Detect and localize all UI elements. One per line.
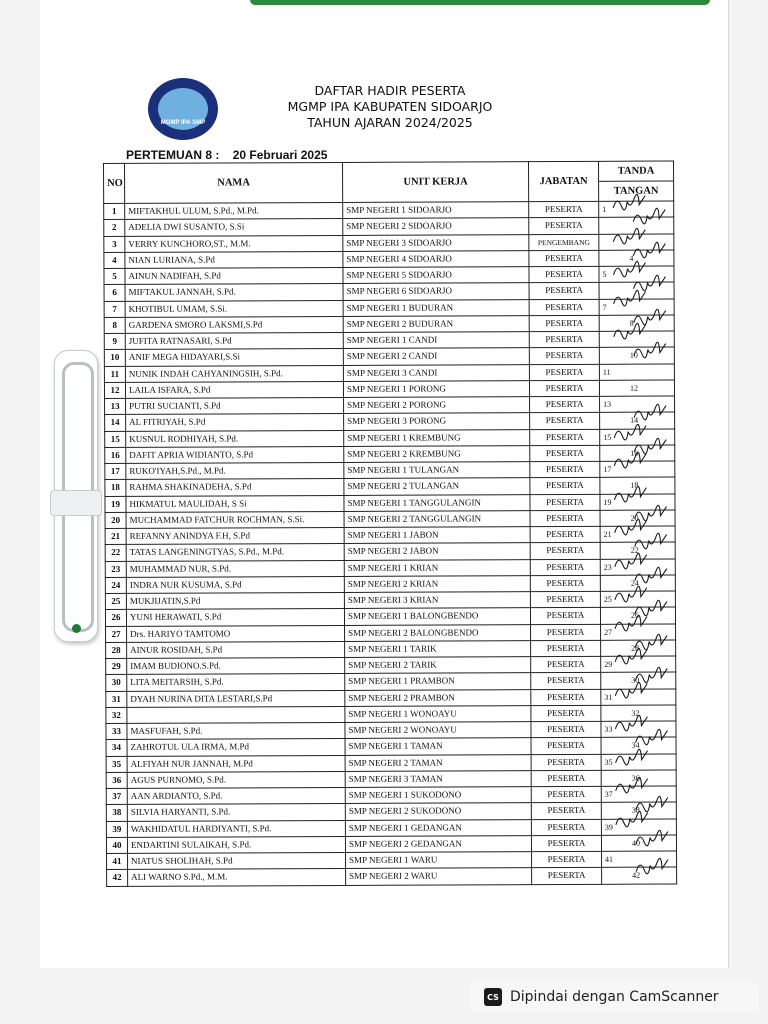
row-nama: MIFTAKHUL ULUM, S.Pd., M.Pd. <box>125 202 343 219</box>
row-no: 10 <box>104 350 125 366</box>
row-nama: IMAM BUDIONO.S.Pd. <box>127 657 345 674</box>
row-nama: ZAHROTUL ULA IRMA, M.Pd <box>127 739 345 756</box>
row-jabatan: PESERTA <box>530 543 600 560</box>
row-unit-kerja: SMP NEGERI 2 TULANGAN <box>344 478 530 495</box>
row-nama: KUSNUL RODHIYAH, S.Pd. <box>126 430 344 447</box>
row-nama: AINUR ROSIDAH, S.Pd <box>127 641 345 658</box>
row-unit-kerja: SMP NEGERI 1 SUKODONO <box>345 787 531 804</box>
row-no: 26 <box>105 610 126 626</box>
row-signature <box>601 689 676 706</box>
row-no: 5 <box>104 268 125 284</box>
row-unit-kerja: SMP NEGERI 1 KREMBUNG <box>344 429 530 446</box>
signature-number: 39 <box>604 822 613 832</box>
row-no: 37 <box>106 788 127 804</box>
row-jabatan: PESERTA <box>531 689 601 706</box>
row-jabatan: PESERTA <box>530 478 600 495</box>
row-nama: Drs. HARIYO TAMTOMO <box>127 625 345 642</box>
row-jabatan: PESERTA <box>531 754 601 771</box>
green-folder-edge <box>250 0 710 5</box>
row-no: 39 <box>106 821 127 837</box>
row-no: 41 <box>107 853 128 869</box>
row-unit-kerja: SMP NEGERI 2 BUDURAN <box>343 315 529 332</box>
row-unit-kerja: SMP NEGERI 1 WARU <box>346 852 532 869</box>
row-jabatan: PESERTA <box>532 851 602 868</box>
academic-year: TAHUN AJARAN 2024/2025 <box>307 115 473 130</box>
meeting-info <box>126 148 327 162</box>
row-unit-kerja: SMP NEGERI 2 KRIAN <box>344 575 530 592</box>
signature-number: 13 <box>603 399 612 409</box>
col-unit-kerja: UNIT KERJA <box>342 162 528 203</box>
page-title: DAFTAR HADIR PESERTA <box>314 83 466 98</box>
row-unit-kerja: SMP NEGERI 2 KREMBUNG <box>344 445 530 462</box>
row-jabatan: PESERTA <box>529 331 599 348</box>
row-unit-kerja: SMP NEGERI 3 PORONG <box>344 413 530 430</box>
row-no: 12 <box>104 382 125 398</box>
row-unit-kerja: SMP NEGERI 2 TARIK <box>345 657 531 674</box>
row-nama: WAKHIDATUL HARDIYANTI, S.Pd. <box>127 820 345 837</box>
row-unit-kerja: SMP NEGERI 3 CANDI <box>343 364 529 381</box>
col-tangan: TANGAN <box>613 185 659 197</box>
row-signature <box>601 819 676 836</box>
row-unit-kerja: SMP NEGERI 2 CANDI <box>343 348 529 365</box>
row-unit-kerja: SMP NEGERI 6 SIDOARJO <box>343 283 529 300</box>
row-unit-kerja: SMP NEGERI 1 KRIAN <box>344 559 530 576</box>
row-signature <box>599 266 674 283</box>
row-signature <box>600 412 675 429</box>
row-unit-kerja: SMP NEGERI 1 SIDOARJO <box>343 202 529 219</box>
row-jabatan: PENGEMBANG <box>529 234 599 251</box>
row-jabatan: PESERTA <box>531 803 601 820</box>
row-signature <box>600 591 675 608</box>
signature-number: 30 <box>631 675 640 685</box>
row-nama: AGUS PURNOMO, S.Pd. <box>127 771 345 788</box>
row-jabatan: PESERTA <box>530 396 600 413</box>
row-nama: YUNI HERAWATI, S.Pd <box>126 609 344 626</box>
row-no: 1 <box>104 203 125 219</box>
row-jabatan: PESERTA <box>531 673 601 690</box>
col-no: NO <box>104 163 125 203</box>
row-signature <box>601 786 676 803</box>
row-nama: NIATUS SHOLIHAH, S.Pd <box>128 852 346 869</box>
signature-number: 4 <box>629 253 634 263</box>
row-signature <box>601 672 676 689</box>
meeting-date: 20 Februari 2025 <box>232 148 328 162</box>
row-no: 38 <box>106 805 127 821</box>
row-unit-kerja: SMP NEGERI 2 WONOAYU <box>345 722 531 739</box>
table-header-row <box>104 161 674 203</box>
row-signature <box>599 315 674 332</box>
row-nama: DYAH NURINA DITA LESTARI,S.Pd <box>127 690 345 707</box>
row-no: 30 <box>106 675 127 691</box>
mgmp-logo-emblem <box>158 88 208 130</box>
row-jabatan: PESERTA <box>530 445 600 462</box>
signature-number: 36 <box>631 773 640 783</box>
signature-number: 40 <box>631 838 640 848</box>
row-unit-kerja: SMP NEGERI 1 TAMAN <box>345 738 531 755</box>
row-no: 8 <box>104 317 125 333</box>
row-no: 13 <box>105 398 126 414</box>
row-nama: MASFUFAH, S.Pd. <box>127 722 345 739</box>
row-no: 21 <box>105 528 126 544</box>
row-nama: RUKO'IYAH,S.Pd., M.Pd. <box>126 462 344 479</box>
row-signature <box>601 624 676 641</box>
row-no: 11 <box>104 366 125 382</box>
row-jabatan: PESERTA <box>529 348 599 365</box>
row-signature <box>599 299 674 316</box>
attendance-rows <box>104 201 677 886</box>
signature-number: 28 <box>631 643 640 653</box>
row-nama: REFANNY ANINDYA F.H, S.Pd <box>126 527 344 544</box>
row-unit-kerja: SMP NEGERI 2 TANGGULANGIN <box>344 510 530 527</box>
row-signature <box>602 851 677 868</box>
row-nama: ENDARTINI SULAIKAH, S.Pd. <box>127 836 345 853</box>
row-nama: ADELIA DWI SUSANTO, S.Si <box>125 219 343 236</box>
row-nama: NIAN LURIANA, S.Pd <box>125 251 343 268</box>
signature-number: 32 <box>631 708 640 718</box>
row-no: 3 <box>104 236 125 252</box>
row-signature <box>599 201 674 218</box>
row-signature <box>601 754 676 771</box>
row-unit-kerja: SMP NEGERI 2 PORONG <box>344 397 530 414</box>
signature-number: 14 <box>630 415 639 425</box>
row-jabatan: PESERTA <box>530 429 600 446</box>
row-nama: MUKJIJATIN,S.Pd <box>126 592 344 609</box>
row-jabatan: PESERTA <box>530 413 600 430</box>
row-no: 9 <box>104 333 125 349</box>
row-signature <box>601 770 676 787</box>
row-nama: RAHMA SHAKINADEHA, S.Pd <box>126 479 344 496</box>
row-signature <box>599 364 674 381</box>
signature-number: 37 <box>604 789 613 799</box>
row-no: 18 <box>105 480 126 496</box>
row-unit-kerja: SMP NEGERI 1 JABON <box>344 527 530 544</box>
signature-number: 1 <box>602 204 607 214</box>
signature-number: 19 <box>603 497 612 507</box>
row-no: 6 <box>104 285 125 301</box>
row-signature <box>599 282 674 299</box>
signature-number: 7 <box>602 302 607 312</box>
row-no: 36 <box>106 772 127 788</box>
row-no: 16 <box>105 447 126 463</box>
signature-number: 15 <box>603 432 612 442</box>
row-nama: JUFITA RATNASARI, S.Pd <box>125 332 343 349</box>
row-signature <box>601 721 676 738</box>
row-nama: DAFIT APRIA WIDIANTO, S.Pd <box>126 446 344 463</box>
row-unit-kerja: SMP NEGERI 3 TAMAN <box>345 770 531 787</box>
binder-clip-dot <box>72 624 81 633</box>
row-jabatan: PESERTA <box>530 510 600 527</box>
signature-number: 38 <box>631 805 640 815</box>
col-jabatan: JABATAN <box>528 161 598 201</box>
row-jabatan: PESERTA <box>530 559 600 576</box>
signature-number: 23 <box>603 562 612 572</box>
camscanner-watermark <box>470 982 758 1012</box>
row-nama: ALFIYAH NUR JANNAH, M.Pd <box>127 755 345 772</box>
row-nama: AL FITRIYAH, S.Pd <box>126 414 344 431</box>
row-no: 23 <box>105 561 126 577</box>
row-jabatan: PESERTA <box>530 526 600 543</box>
row-nama: MUHAMMAD NUR, S.Pd. <box>126 560 344 577</box>
signature-number: 31 <box>604 692 613 702</box>
row-no: 28 <box>106 642 127 658</box>
row-unit-kerja: SMP NEGERI 2 BALONGBENDO <box>345 624 531 641</box>
row-unit-kerja: SMP NEGERI 1 CANDI <box>343 332 529 349</box>
row-unit-kerja: SMP NEGERI 5 SIDOARJO <box>343 267 529 284</box>
signature-number: 21 <box>603 529 612 539</box>
row-signature <box>600 559 675 576</box>
row-unit-kerja: SMP NEGERI 1 WONOAYU <box>345 705 531 722</box>
signature-number: 22 <box>630 545 639 555</box>
row-nama: ALI WARNO S.Pd., M.M. <box>128 869 346 886</box>
row-jabatan: PESERTA <box>531 656 601 673</box>
row-unit-kerja: SMP NEGERI 3 KRIAN <box>344 592 530 609</box>
signature-number: 27 <box>604 627 613 637</box>
row-signature <box>600 526 675 543</box>
row-nama: MUCHAMMAD FATCHUR ROCHMAN, S.Si. <box>126 511 344 528</box>
row-jabatan: PESERTA <box>531 705 601 722</box>
row-no: 7 <box>104 301 125 317</box>
row-jabatan: PESERTA <box>531 786 601 803</box>
signature-number: 5 <box>602 269 607 279</box>
row-no: 2 <box>104 220 125 236</box>
row-unit-kerja: SMP NEGERI 2 JABON <box>344 543 530 560</box>
row-jabatan: PESERTA <box>531 738 601 755</box>
row-jabatan: PESERTA <box>531 640 601 657</box>
row-unit-kerja: SMP NEGERI 1 PRAMBON <box>345 673 531 690</box>
row-jabatan: PESERTA <box>529 315 599 332</box>
signature-number: 12 <box>629 383 639 393</box>
signature-number: 29 <box>604 659 613 669</box>
signature-number: 41 <box>605 854 614 864</box>
row-nama: NUNIK INDAH CAHYANINGSIH, S.Pd. <box>125 365 343 382</box>
signature-number: 34 <box>631 740 640 750</box>
row-signature <box>600 607 675 624</box>
row-jabatan: PESERTA <box>529 380 599 397</box>
row-unit-kerja: SMP NEGERI 2 SIDOARJO <box>343 218 529 235</box>
camscanner-icon: CS <box>484 988 502 1006</box>
row-jabatan: PESERTA <box>529 299 599 316</box>
row-no: 17 <box>105 463 126 479</box>
signature-number: 8 <box>629 318 634 328</box>
row-jabatan: PESERTA <box>531 770 601 787</box>
row-no: 32 <box>106 707 127 723</box>
row-no: 25 <box>105 593 126 609</box>
row-no: 4 <box>104 252 125 268</box>
row-jabatan: PESERTA <box>531 721 601 738</box>
row-nama: ANIF MEGA HIDAYARI,S.Si <box>125 349 343 366</box>
row-nama: HIKMATUL MAULIDAH, S Si <box>126 495 344 512</box>
row-nama: LITA MEITARSIH, S.Pd. <box>127 674 345 691</box>
row-signature <box>599 234 674 251</box>
signature-number: 17 <box>603 464 612 474</box>
row-signature <box>599 217 674 234</box>
mgmp-logo <box>148 78 218 140</box>
row-signature <box>600 542 675 559</box>
row-no: 19 <box>105 496 126 512</box>
row-signature <box>599 331 674 348</box>
row-unit-kerja: SMP NEGERI 4 SIDOARJO <box>343 250 529 267</box>
row-signature <box>600 429 675 446</box>
row-no: 40 <box>106 837 127 853</box>
row-no: 22 <box>105 545 126 561</box>
signature-number: 42 <box>632 870 641 880</box>
row-jabatan: PESERTA <box>530 494 600 511</box>
page-subtitle: MGMP IPA KABUPATEN SIDOARJO <box>287 99 493 114</box>
row-unit-kerja: SMP NEGERI 1 TANGGULANGIN <box>344 494 530 511</box>
signature-number: 20 <box>630 513 639 523</box>
row-jabatan: PESERTA <box>529 250 599 267</box>
row-nama: VERRY KUNCHORO,ST., M.M. <box>125 235 343 252</box>
row-signature <box>599 250 674 267</box>
row-jabatan: PESERTA <box>530 461 600 478</box>
row-signature <box>600 477 675 494</box>
row-jabatan: PESERTA <box>530 575 600 592</box>
row-jabatan: PESERTA <box>529 218 599 235</box>
row-jabatan: PESERTA <box>529 364 599 381</box>
row-unit-kerja: SMP NEGERI 2 GEDANGAN <box>345 835 531 852</box>
row-unit-kerja: SMP NEGERI 2 SUKODONO <box>345 803 531 820</box>
signature-number: 25 <box>603 594 612 604</box>
row-signature <box>601 737 676 754</box>
signature-number: 35 <box>604 757 613 767</box>
row-jabatan: PESERTA <box>530 608 600 625</box>
row-unit-kerja: SMP NEGERI 1 GEDANGAN <box>345 819 531 836</box>
row-no: 35 <box>106 756 127 772</box>
row-signature <box>601 802 676 819</box>
row-no: 34 <box>106 740 127 756</box>
col-tanda: TANDA <box>599 162 673 182</box>
row-no: 29 <box>106 658 127 674</box>
logo-text: MGMP IPA SMP <box>160 120 206 126</box>
signature-number: 16 <box>630 448 639 458</box>
row-signature <box>599 347 674 364</box>
row-jabatan: PESERTA <box>530 591 600 608</box>
row-signature <box>600 510 675 527</box>
row-nama: MIFTAKUL JANNAH, S.Pd. <box>125 284 343 301</box>
row-nama <box>127 706 345 723</box>
row-signature <box>599 380 674 397</box>
row-unit-kerja: SMP NEGERI 1 BALONGBENDO <box>344 608 530 625</box>
row-no: 20 <box>105 512 126 528</box>
row-signature <box>601 656 676 673</box>
row-jabatan: PESERTA <box>531 624 601 641</box>
row-nama: TATAS LANGENINGTYAS, S.Pd., M.Pd. <box>126 544 344 561</box>
row-jabatan: PESERTA <box>531 819 601 836</box>
signature-number: 10 <box>629 350 638 360</box>
row-no: 31 <box>106 691 127 707</box>
row-signature <box>602 867 677 884</box>
col-nama: NAMA <box>125 162 343 203</box>
row-no: 27 <box>106 626 127 642</box>
row-signature <box>600 396 675 413</box>
row-signature <box>600 494 675 511</box>
row-nama: AAN ARDIANTO, S.Pd. <box>127 787 345 804</box>
row-unit-kerja: SMP NEGERI 2 WARU <box>346 868 532 885</box>
row-signature <box>600 445 675 462</box>
row-nama: PUTRI SUCIANTI, S.Pd <box>126 397 344 414</box>
attendance-table <box>103 161 677 887</box>
table-row <box>107 867 677 886</box>
table-row <box>104 234 674 253</box>
row-unit-kerja: SMP NEGERI 1 TARIK <box>345 640 531 657</box>
row-unit-kerja: SMP NEGERI 1 TULANGAN <box>344 462 530 479</box>
col-tanda-tangan <box>598 161 673 201</box>
signature-number: 26 <box>630 610 639 620</box>
row-signature <box>601 640 676 657</box>
row-jabatan: PESERTA <box>531 835 601 852</box>
row-signature <box>600 461 675 478</box>
signature-number: 11 <box>602 367 611 377</box>
binder-clip-band <box>50 490 102 516</box>
row-signature <box>601 705 676 722</box>
row-no: 15 <box>105 431 126 447</box>
camscanner-text: Dipindai dengan CamScanner <box>510 989 719 1005</box>
signature-number: 33 <box>604 724 613 734</box>
row-unit-kerja: SMP NEGERI 2 TAMAN <box>345 754 531 771</box>
row-nama: GARDENA SMORO LAKSMI,S.Pd <box>125 316 343 333</box>
row-no: 33 <box>106 723 127 739</box>
row-jabatan: PESERTA <box>532 868 602 885</box>
row-unit-kerja: SMP NEGERI 1 PORONG <box>343 380 529 397</box>
row-nama: KHOTIBUL UMAM, S.Si. <box>125 300 343 317</box>
row-nama: INDRA NUR KUSUMA, S.Pd <box>126 576 344 593</box>
signature-number: 24 <box>630 578 639 588</box>
row-unit-kerja: SMP NEGERI 2 PRAMBON <box>345 689 531 706</box>
row-signature <box>601 835 676 852</box>
row-nama: SILVIA HARYANTI, S.Pd. <box>127 804 345 821</box>
row-jabatan: PESERTA <box>529 283 599 300</box>
row-jabatan: PESERTA <box>529 201 599 218</box>
row-no: 24 <box>105 577 126 593</box>
row-nama: AINUN NADIFAH, S.Pd <box>125 267 343 284</box>
row-unit-kerja: SMP NEGERI 1 BUDURAN <box>343 299 529 316</box>
signature-number: 18 <box>630 480 639 490</box>
row-no: 42 <box>107 870 128 886</box>
meeting-label: PERTEMUAN 8 : <box>126 148 220 162</box>
row-nama: LAILA ISFARA, S.Pd <box>125 381 343 398</box>
row-signature <box>600 575 675 592</box>
row-jabatan: PESERTA <box>529 266 599 283</box>
row-no: 14 <box>105 415 126 431</box>
row-unit-kerja: SMP NEGERI 3 SIDOARJO <box>343 234 529 251</box>
